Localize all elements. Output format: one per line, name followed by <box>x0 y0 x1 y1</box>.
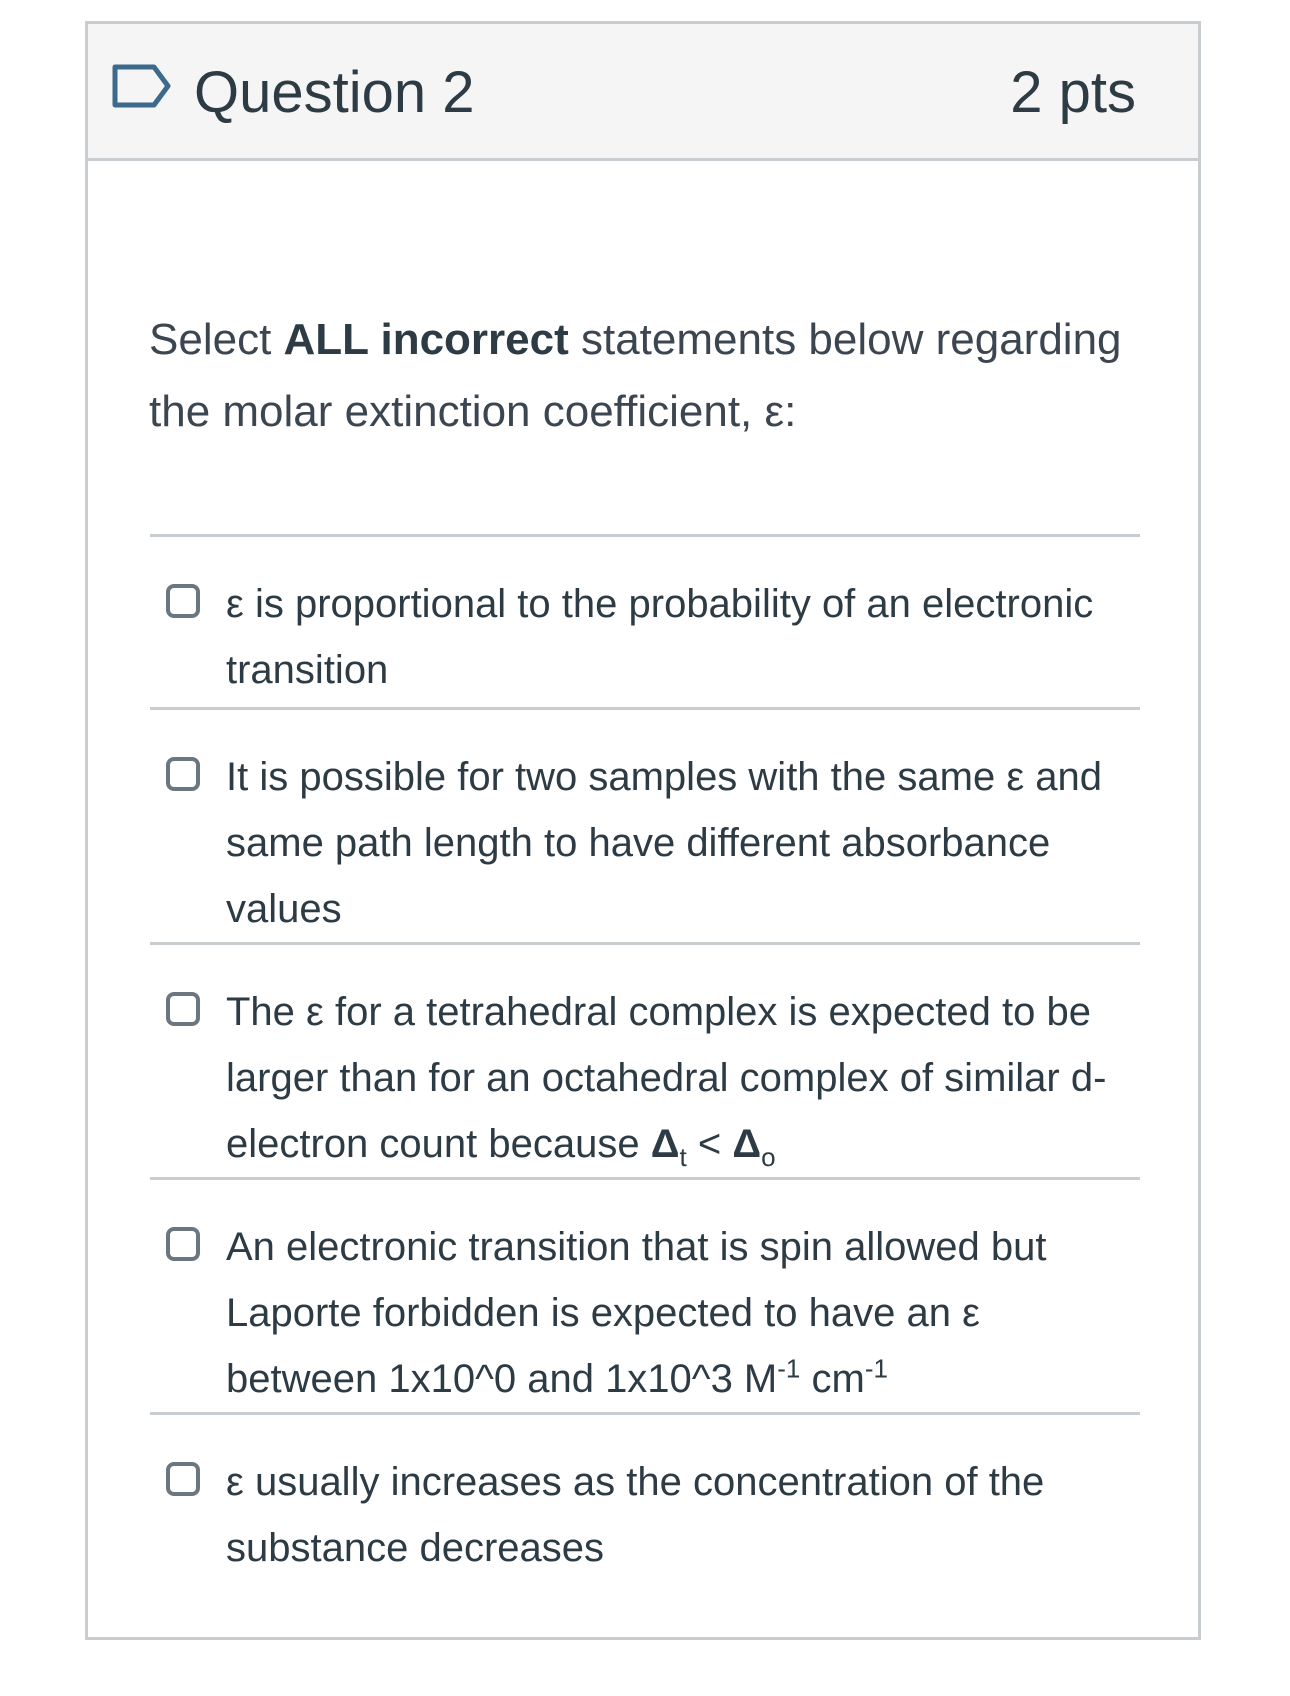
unit-cm: cm <box>800 1357 865 1401</box>
answer-checkbox-4[interactable] <box>166 1227 200 1261</box>
less-than-sign: < <box>686 1122 733 1166</box>
flag-outline-icon[interactable] <box>112 64 172 108</box>
prompt-bold-text: ALL incorrect <box>283 315 569 364</box>
delta-t-symbol: Δ <box>650 1122 680 1166</box>
unit-cm-exponent: -1 <box>864 1353 888 1384</box>
answer-option-1[interactable] <box>150 534 1140 707</box>
delta-o-subscript: o <box>761 1142 776 1172</box>
delta-o-symbol: Δ <box>732 1122 762 1166</box>
answer-label-4 <box>226 1214 1140 1412</box>
answer-label-3 <box>226 979 1140 1177</box>
question-header <box>88 24 1198 161</box>
answer-3-text: The ε for a tetrahedral complex is expected to be larger than for an octahedral complex of similar d-electron count because <box>226 990 1107 1166</box>
answer-checkbox-1[interactable] <box>166 584 200 618</box>
answer-checkbox-3[interactable] <box>166 992 200 1026</box>
prompt-text-post: statements below regarding the molar extinction coefficient, ε: <box>149 315 1122 436</box>
question-title: Question 2 <box>194 60 475 125</box>
answer-option-3[interactable] <box>150 942 1140 1177</box>
answer-option-2[interactable] <box>150 707 1140 942</box>
question-prompt <box>149 304 1129 448</box>
answer-label-5: ε usually increases as the concentration of the substance decreases <box>226 1460 1045 1570</box>
delta-t-subscript: t <box>679 1142 687 1172</box>
answer-option-4[interactable] <box>150 1177 1140 1412</box>
question-points: 2 pts <box>1010 60 1136 125</box>
answer-checkbox-5[interactable] <box>166 1462 200 1496</box>
answer-option-5[interactable] <box>150 1412 1140 1585</box>
answer-checkbox-2[interactable] <box>166 757 200 791</box>
question-card <box>85 21 1201 1640</box>
answer-label-1: ε is proportional to the probability of an electronic transition <box>226 582 1094 692</box>
prompt-text-pre: Select <box>149 315 284 364</box>
unit-m-exponent: -1 <box>777 1353 801 1384</box>
answer-list <box>150 534 1140 1585</box>
answer-4-text: An electronic transition that is spin allowed but Laporte forbidden is expected to have an ε between 1x10^0 and 1x10^3 M <box>226 1225 1047 1401</box>
answer-label-2: It is possible for two samples with the same ε and same path length to have different absorbance values <box>226 755 1102 931</box>
